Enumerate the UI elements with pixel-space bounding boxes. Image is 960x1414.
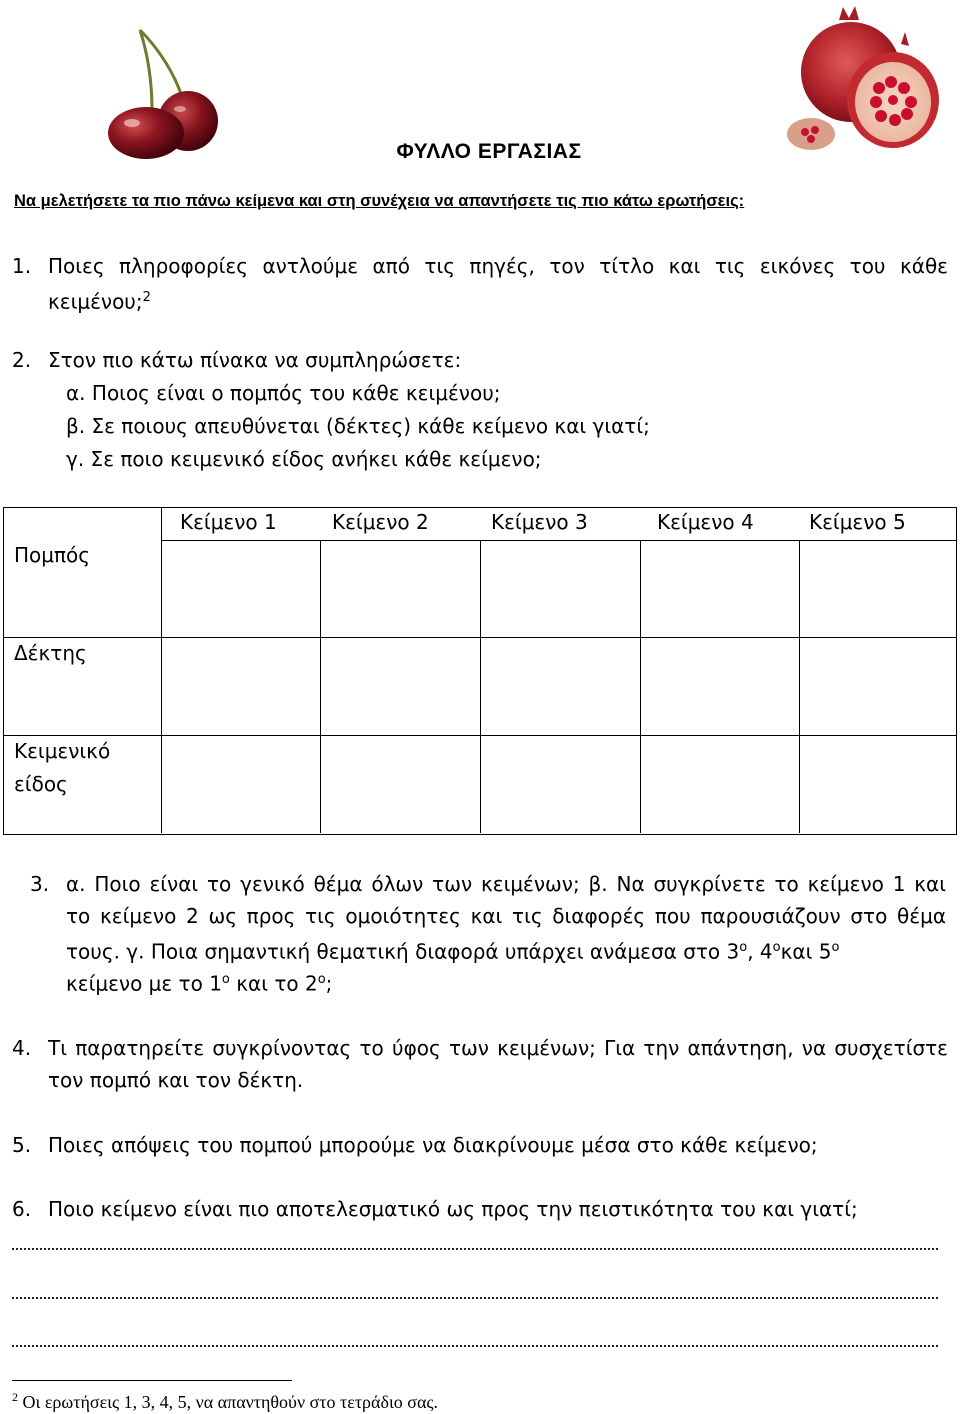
column-header-2: Κείμενο 2 — [332, 510, 429, 534]
answer-line[interactable] — [12, 1248, 938, 1250]
question-3-line-4: κείμενο με το $1^o$ και το $2^o$; — [66, 971, 333, 996]
answer-cell[interactable] — [801, 639, 954, 733]
question-1-number: 1. — [12, 254, 32, 278]
footnote — [12, 1390, 438, 1413]
answer-cell[interactable] — [801, 542, 954, 636]
answer-cell[interactable] — [482, 639, 638, 733]
question-5 — [0, 1129, 960, 1163]
question-3 — [0, 868, 960, 998]
answer-cell[interactable] — [642, 639, 797, 733]
answer-line[interactable] — [12, 1297, 938, 1299]
question-2-text: Στον πιο κάτω πίνακα να συμπληρώσετε: — [48, 348, 462, 372]
footnote-reference: 2 — [142, 290, 151, 305]
question-2-a: α. Ποιος είναι ο πομπός του κάθε κειμένου; — [66, 381, 501, 405]
question-1-line-2: κειμένου;$^2$ — [48, 289, 151, 314]
row-label-genre-1: Κειμενικό — [14, 739, 111, 763]
answer-cell[interactable] — [642, 737, 797, 831]
question-4-number: 4. — [12, 1036, 32, 1060]
answer-cell[interactable] — [482, 737, 638, 831]
answer-cell[interactable] — [322, 542, 478, 636]
row-label-sender: Πομπός — [14, 543, 91, 567]
instruction-text: Να μελετήσετε τα πιο πάνω κείμενα και στη συνέχεια να απαντήσετε τις πιο κάτω ερωτήσεις: — [14, 192, 745, 210]
footnote-mark: 2 — [12, 1390, 18, 1404]
column-header-3: Κείμενο 3 — [491, 510, 588, 534]
question-5-text: Ποιες απόψεις του πομπού μπορούμε να διακρίνουμε μέσα στο κάθε κείμενο; — [48, 1133, 818, 1157]
question-2-number: 2. — [12, 348, 32, 372]
row-label-genre-2: είδος — [14, 772, 68, 796]
answer-cell[interactable] — [163, 542, 318, 636]
answer-cell[interactable] — [322, 639, 478, 733]
question-3-line-3: τους. γ. Ποια σημαντική θεματική διαφορά υπάρχει ανάμεσα στο $3^o$, $4^o\kappa\alpha\iota$ $5^o$ — [66, 939, 840, 964]
question-5-number: 5. — [12, 1133, 32, 1157]
question-6-text: Ποιο κείμενο είναι πιο αποτελεσματικό ως προς την πειστικότητα του και γιατί; — [48, 1197, 858, 1221]
question-2-b: β. Σε ποιους απευθύνεται (δέκτες) κάθε κείμενο και γιατί; — [66, 414, 650, 438]
column-header-5: Κείμενο 5 — [809, 510, 906, 534]
question-1-line-1: Ποιες πληροφορίες αντλούμε από τις πηγές, τον τίτλο και τις εικόνες του κάθε — [48, 254, 948, 278]
question-4-line-1: Τι παρατηρείτε συγκρίνοντας το ύφος των κειμένων; Για την απάντηση, να συσχετίστε — [48, 1036, 948, 1060]
answer-cell[interactable] — [801, 737, 954, 831]
answer-cell[interactable] — [322, 737, 478, 831]
answer-cell[interactable] — [163, 639, 318, 733]
column-header-1: Κείμενο 1 — [180, 510, 277, 534]
footnote-text: Οι ερωτήσεις 1, 3, 4, 5, να απαντηθούν στο τετράδιο σας. — [18, 1392, 439, 1412]
answer-line[interactable] — [12, 1345, 938, 1347]
pomegranate-image — [781, 2, 947, 162]
question-4-line-2: τον πομπό και τον δέκτη. — [48, 1068, 304, 1092]
question-6-number: 6. — [12, 1197, 32, 1221]
question-3-line-1: α. Ποιο είναι το γενικό θέμα όλων των κειμένων; β. Να συγκρίνετε το κείμενο 1 και — [66, 872, 946, 896]
column-header-4: Κείμενο 4 — [657, 510, 754, 534]
question-6 — [0, 1193, 960, 1227]
question-2-c: γ. Σε ποιο κειμενικό είδος ανήκει κάθε κείμενο; — [66, 447, 542, 471]
question-4 — [0, 1032, 960, 1098]
question-1 — [0, 250, 960, 320]
footnote-separator — [12, 1380, 292, 1381]
answer-cell[interactable] — [642, 542, 797, 636]
question-3-line-2: το κείμενο 2 ως προς τις ομοιότητες και τις διαφορές που παρουσιάζουν στο θέμα — [66, 904, 946, 928]
answer-cell[interactable] — [163, 737, 318, 831]
row-label-receiver: Δέκτης — [14, 641, 87, 665]
question-3-number: 3. — [30, 872, 50, 896]
worksheet-title: ΦΥΛΛΟ ΕΡΓΑΣΙΑΣ — [396, 140, 582, 163]
answer-grid — [3, 507, 957, 835]
answer-cell[interactable] — [482, 542, 638, 636]
